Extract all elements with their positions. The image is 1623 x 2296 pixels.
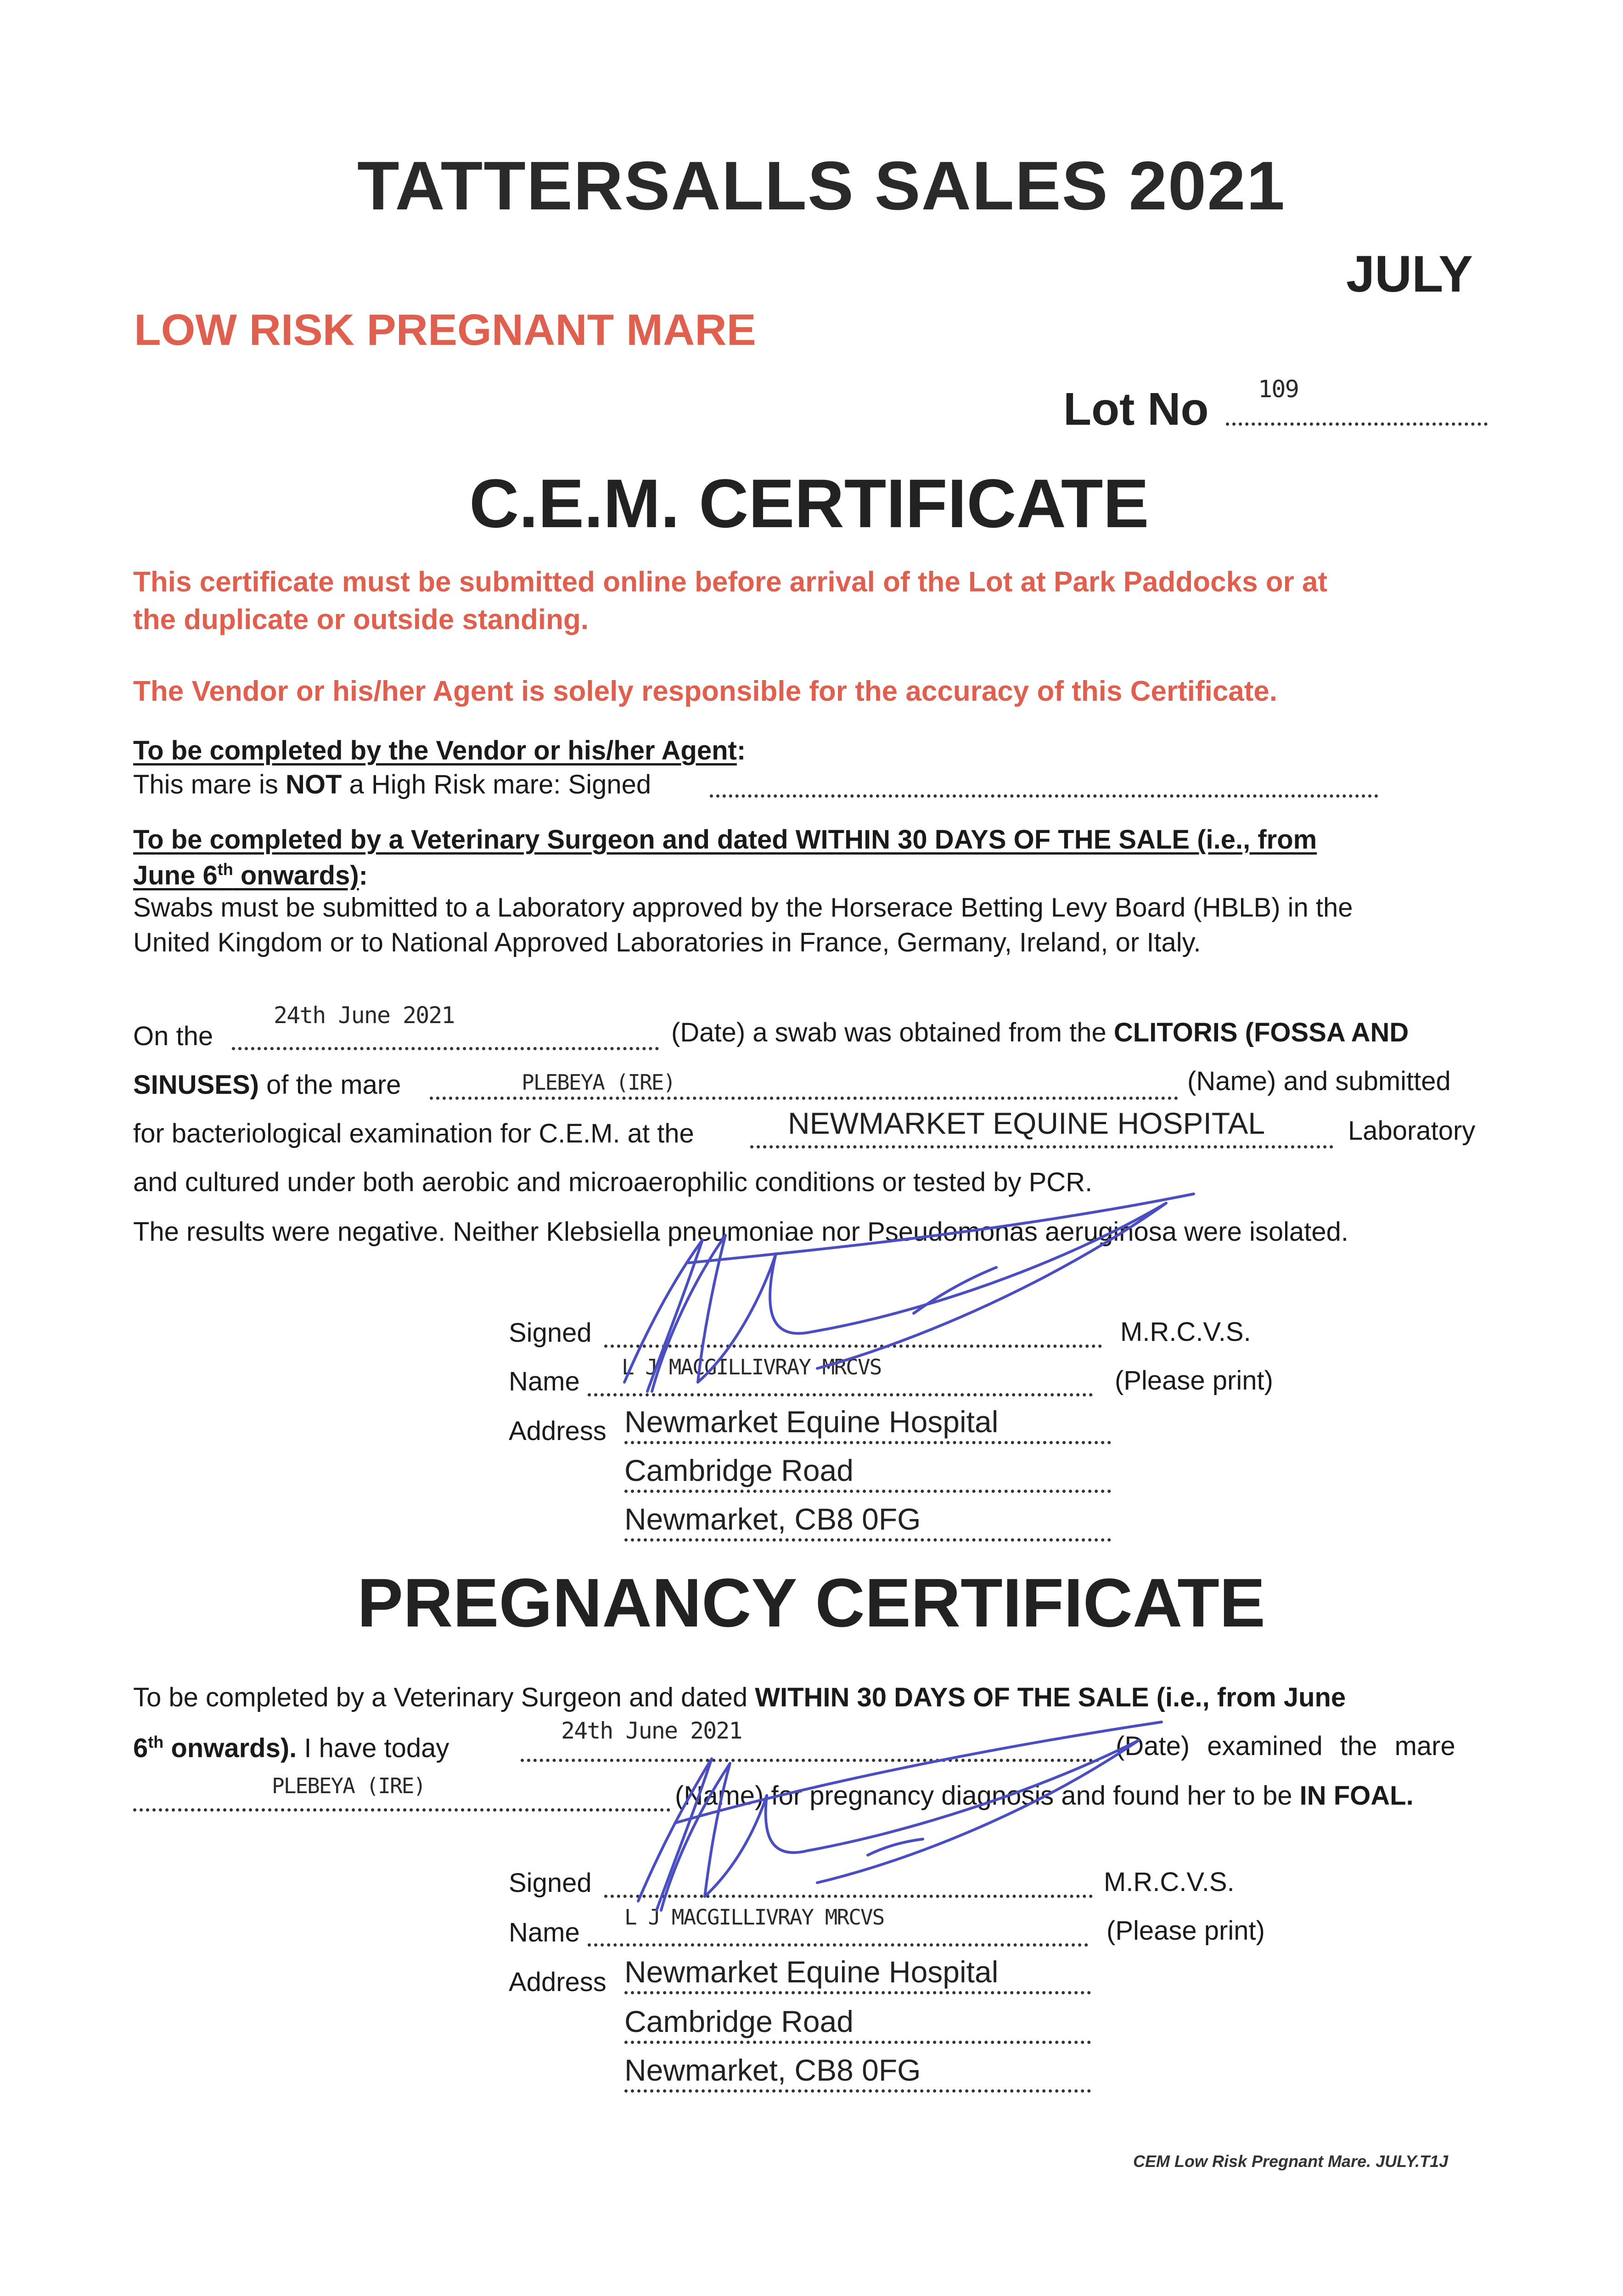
swab-line-2: United Kingdom or to National Approved Laboratories in France, Germany, Ireland, or Italy. [133,928,1201,957]
pregnancy-mare-line[interactable] [133,1808,670,1812]
cem-mrcvs-label: M.R.C.V.S. [1120,1317,1251,1347]
swab-line-1: Swabs must be submitted to a Laboratory approved by the Horserace Betting Levy Board (HBLB) in the [133,893,1353,923]
vendor-statement [133,771,651,798]
vendor-signature-line[interactable] [710,794,1378,798]
of-mare-text: of the mare [258,1070,401,1100]
cem-address-line-3: Newmarket, CB8 0FG [624,1502,921,1536]
vet-heading-sup: th [217,860,233,879]
cem-mare-name: PLEBEYA (IRE) [522,1070,675,1095]
cem-signature-scribble [597,1176,1240,1414]
notice-line-2: the duplicate or outside standing. [133,604,589,636]
date-after-text [671,1019,1409,1046]
pregnancy-line-2 [133,1734,449,1761]
cem-signed-label: Signed [509,1318,592,1348]
clitoris-text: CLITORIS (FOSSA AND [1113,1018,1409,1047]
vendor-statement-a: This mare is [133,770,286,799]
pregnancy-6: 6 [133,1733,148,1763]
preg-address-dotted-2 [624,2041,1091,2044]
cultured-text: and cultured under both aerobic and microaerophilic conditions or tested by PCR. [133,1167,1093,1197]
pregnancy-line-1 [133,1684,1346,1711]
cem-address-dotted-1 [624,1441,1111,1444]
sale-month: JULY [1346,245,1473,303]
cem-address-line-2: Cambridge Road [624,1453,854,1487]
pregnancy-sup: th [148,1733,164,1751]
preg-address-line-1: Newmarket Equine Hospital [624,1955,999,1989]
preg-signature-scribble [611,1708,1207,1929]
footer-code: CEM Low Risk Pregnant Mare. JULY.T1J [1133,2152,1449,2171]
preg-address-line-3: Newmarket, CB8 0FG [624,2053,921,2087]
notice-line-3: The Vendor or his/her Agent is solely responsible for the accuracy of this Certificate. [133,675,1278,707]
date-dotted-line[interactable] [232,1047,659,1050]
vet-heading-june: June 6 [133,861,218,891]
preg-please-print: (Please print) [1106,1916,1265,1946]
pregnancy-have-today: I have today [297,1733,449,1763]
date-after-plain: (Date) a swab was obtained from the [671,1018,1114,1047]
pregnancy-line-1a: To be completed by a Veterinary Surgeon and dated [133,1683,755,1712]
pregnancy-in-foal: IN FOAL. [1299,1781,1414,1811]
preg-name-line[interactable] [588,1943,1088,1947]
preg-vet-name: L J MACGILLIVRAY MRCVS [624,1905,884,1930]
notice-line-1: This certificate must be submitted online before arrival of the Lot at Park Paddocks or at [133,566,1328,598]
vet-heading-text-a: To be completed by a Veterinary Surgeon and dated WITHIN 30 DAYS OF THE SALE (i.e., from [133,825,1317,855]
cem-date-value: 24th June 2021 [274,1002,455,1029]
preg-signed-label: Signed [509,1868,592,1898]
vendor-heading-text: To be completed by the Vendor or his/her Agent [133,736,737,765]
pregnancy-title: PREGNANCY CERTIFICATE [357,1564,1265,1641]
pregnancy-examined-text: (Date) examined the mare [1116,1731,1455,1761]
sinuses-text: SINUSES) [133,1070,259,1100]
preg-address-label: Address [509,1967,607,1997]
lab-name-stamp: NEWMARKET EQUINE HOSPITAL [788,1106,1265,1140]
cem-title: C.E.M. CERTIFICATE [469,465,1149,542]
mare-name-dotted-line[interactable] [430,1097,1178,1100]
cem-address-dotted-3 [624,1538,1111,1542]
preg-address-line-2: Cambridge Road [624,2004,854,2038]
pregnancy-mare-name: PLEBEYA (IRE) [272,1773,426,1798]
lot-number: 109 [1258,376,1298,403]
vet-heading-colon: : [359,861,368,891]
vet-heading-onwards: onwards) [233,861,359,891]
sinuses-line [133,1072,401,1098]
cem-address-dotted-2 [624,1490,1111,1493]
vet-heading-text-b [133,861,359,890]
vendor-statement-not: NOT [285,770,342,799]
preg-address-dotted-1 [624,1991,1091,1994]
cem-address-line-1: Newmarket Equine Hospital [624,1405,999,1439]
name-submitted-text: (Name) and submitted [1187,1066,1451,1096]
cem-vet-name: L J MACGILLIVRAY MRCVS [622,1355,882,1379]
laboratory-text: Laboratory [1348,1116,1476,1146]
lab-dotted-line[interactable] [750,1145,1333,1148]
pregnancy-date-value: 24th June 2021 [561,1717,742,1744]
lot-label: Lot No [1063,383,1209,435]
cem-address-label: Address [509,1416,607,1446]
vet-heading-line-2 [133,861,368,889]
pregnancy-onwards: onwards). [163,1733,297,1763]
pregnancy-line-3a: (Name) for pregnancy diagnosis and found her to be [675,1781,1300,1811]
category-heading: LOW RISK PREGNANT MARE [134,305,756,355]
vet-heading-line-1 [133,827,1317,853]
preg-name-label: Name [509,1918,580,1947]
results-text: The results were negative. Neither Klebsiella pneumoniae nor Pseudomonas aeruginosa were isolated. [133,1217,1348,1247]
vendor-heading [133,737,746,764]
vendor-statement-b: a High Risk mare: Signed [342,770,651,799]
on-the-label: On the [133,1021,213,1051]
cem-name-label: Name [509,1367,580,1396]
vendor-heading-colon: : [736,736,746,765]
pregnancy-line-1b: WITHIN 30 DAYS OF THE SALE (i.e., from June [755,1683,1346,1712]
document-title: TATTERSALLS SALES 2021 [357,147,1286,224]
lot-dotted-line [1226,422,1488,426]
bact-text: for bacteriological examination for C.E.M. at the [133,1119,694,1148]
preg-mrcvs-label: M.R.C.V.S. [1104,1867,1235,1897]
preg-address-dotted-3 [624,2089,1091,2093]
cem-please-print: (Please print) [1115,1366,1273,1396]
